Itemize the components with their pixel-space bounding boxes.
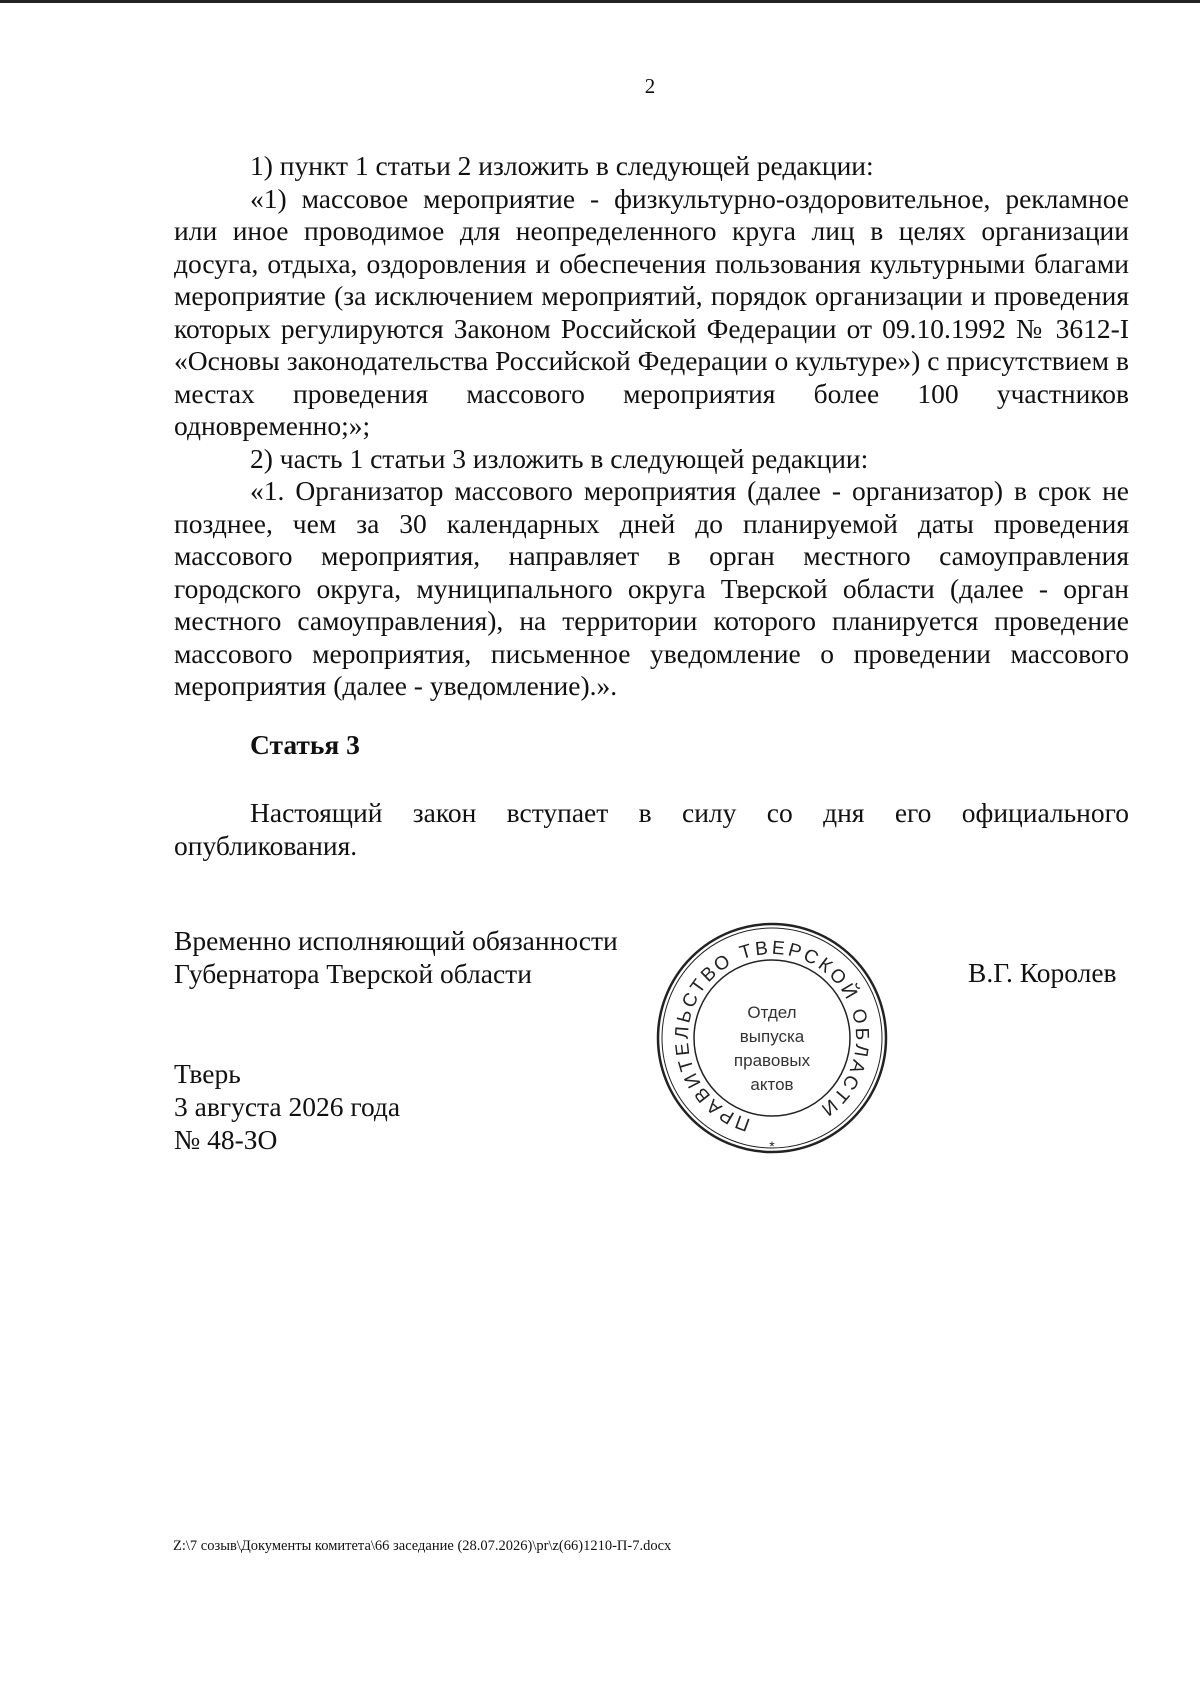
seal-center-line-2: выпуска xyxy=(739,1027,805,1046)
amendment-text-1: «1) массовое мероприятие - физкультурно-оздоровительное, рекламное или иное проводимое для неопределенного круга лиц в целях организации досуга, отдыха, оздоровления и обеспечения пользования культурными благами мероприятие (за исключением мероприятий, порядок организации и проведения которых регулируются Законом Российской Федерации от 09.10.1992 № 3612-I «Основы законодательства Российской Федерации о культуре») с присутствием в местах проведения массового мероприятия более 100 участников одновременно;»; xyxy=(174,182,1129,441)
scan-top-edge xyxy=(0,0,1200,3)
official-seal xyxy=(654,920,890,1156)
seal-center-line-1: Отдел xyxy=(747,1003,797,1022)
amendment-item-1: 1) пункт 1 статьи 2 изложить в следующей редакции: xyxy=(250,150,874,181)
place-date-block xyxy=(174,1057,400,1156)
page-number: 2 xyxy=(644,74,656,98)
seal-center-line-3: правовых xyxy=(733,1051,811,1070)
footer-file-path: Z:\7 созыв\Документы комитета\66 заседание (28.07.2026)\pr\z(66)1210-П-7.docx xyxy=(173,1538,672,1554)
seal-star-icon: * xyxy=(769,1138,775,1154)
article-3-heading: Статья 3 xyxy=(250,729,360,760)
article-3-text: Настоящий закон вступает в силу со дня его официального опубликования. xyxy=(174,797,1129,861)
signatory-name: В.Г. Королев xyxy=(968,957,1117,988)
city: Тверь xyxy=(174,1058,241,1089)
seal-outer-text: ПРАВИТЕЛЬСТВО ТВЕРСКОЙ ОБЛАСТИ xyxy=(671,937,873,1135)
amendment-item-2: 2) часть 1 статьи 3 изложить в следующей редакции: xyxy=(250,442,869,474)
signatory-position-line-1: Временно исполняющий обязанности xyxy=(174,925,618,956)
amendments-block xyxy=(174,150,1129,703)
law-number: № 48-ЗО xyxy=(174,1124,278,1155)
signatory-position-line-2: Губернатора Тверской области xyxy=(174,958,532,989)
date: 3 августа 2026 года xyxy=(174,1091,401,1122)
amendment-text-2: «1. Организатор массового мероприятия (далее - организатор) в срок не позднее, чем за 30 календарных дней до планируемой даты проведения массового мероприятия, направляет в орган местного самоуправления городского округа, муниципального округа Тверской области (далее - орган местного самоуправления), на территории которого планируется проведение массового мероприятия, письменное уведомление о проведении массового мероприятия (далее - уведомление).». xyxy=(174,475,1129,701)
article-3-body xyxy=(174,797,1129,862)
signatory-position xyxy=(174,924,618,990)
seal-center-line-4: актов xyxy=(750,1075,794,1094)
